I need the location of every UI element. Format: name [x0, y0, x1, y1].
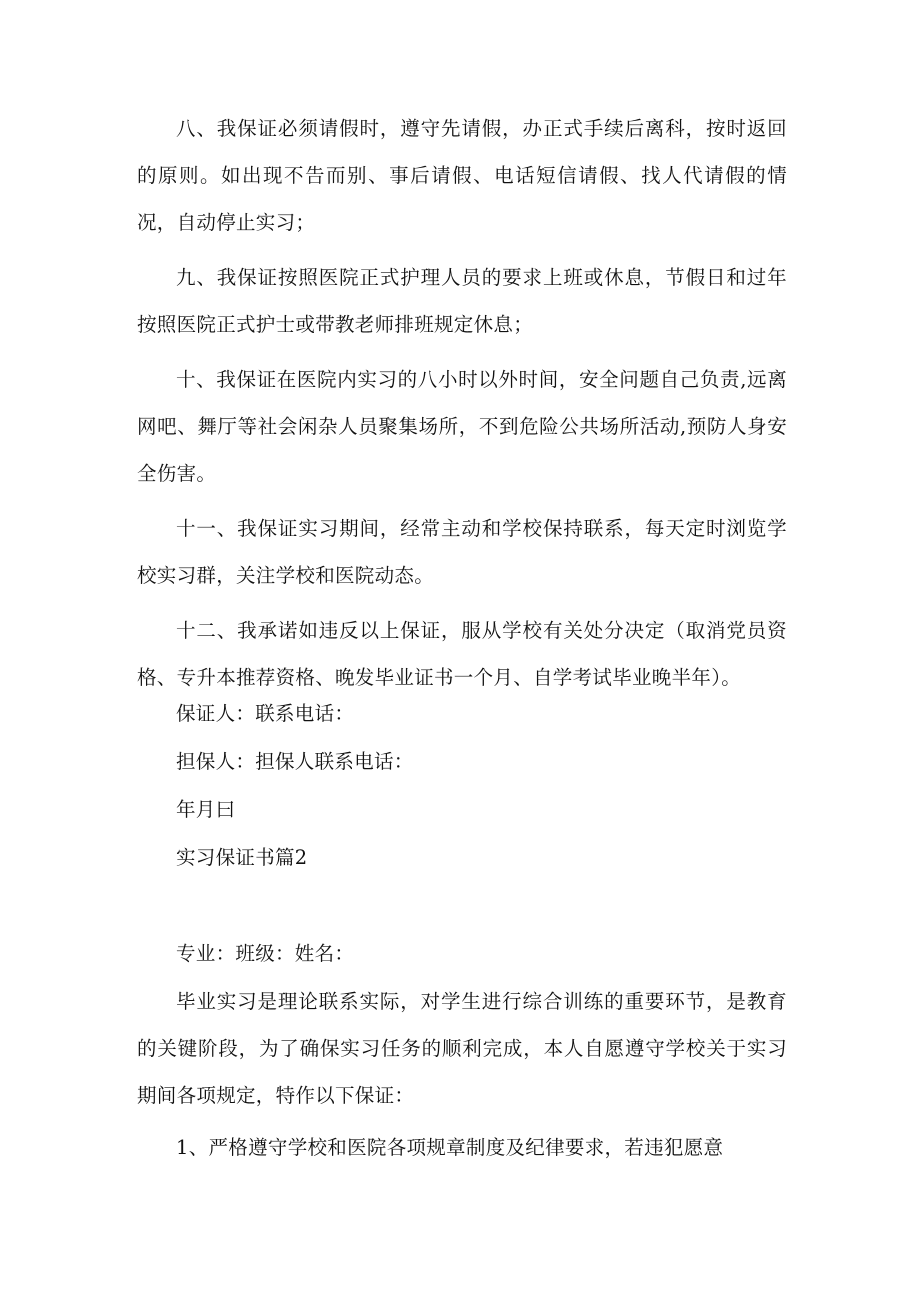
date-line: 年月曰	[176, 798, 236, 821]
clause-11: 十一、我保证实习期间，经常主动和学校保持联系，每天定时浏览学校实习群，关注学校和医院动态。	[137, 517, 787, 587]
item-1: 1、严格遵守学校和医院各项规章制度及纪律要求，若违犯愿意	[176, 1136, 724, 1159]
clause-9: 九、我保证按照医院正式护理人员的要求上班或休息，节假日和过年按照医院正式护士或带教老师排班规定休息；	[137, 266, 787, 336]
guarantor-line: 保证人：联系电话：	[176, 702, 355, 725]
clause-10: 十、我保证在医院内实习的八小时以外时间，安全问题自己负责,远离网吧、舞厅等社会闲杂人员聚集场所，不到危险公共场所活动,预防人身安全伤害。	[137, 368, 787, 485]
clauses-block	[137, 105, 787, 701]
intro-paragraph: 毕业实习是理论联系实际，对学生进行综合训练的重要环节，是教育的关键阶段，为了确保实习任务的顺利完成，本人自愿遵守学校关于实习期间各项规定，特作以下保证：	[137, 990, 787, 1107]
info-line: 专业：班级：姓名：	[176, 942, 355, 965]
clause-12: 十二、我承诺如违反以上保证，服从学校有关处分决定（取消党员资格、专升本推荐资格、晚发毕业证书一个月、自学考试毕业晚半年）。	[137, 619, 787, 689]
clause-8: 八、我保证必须请假时，遵守先请假，办正式手续后离科，按时返回的原则。如出现不告而别、事后请假、电话短信请假、找人代请假的情况，自动停止实习；	[137, 117, 787, 234]
section2-block	[137, 978, 787, 1119]
sponsor-line: 担保人：担保人联系电话：	[176, 750, 414, 773]
section-heading: 实习保证书篇2	[176, 846, 308, 869]
